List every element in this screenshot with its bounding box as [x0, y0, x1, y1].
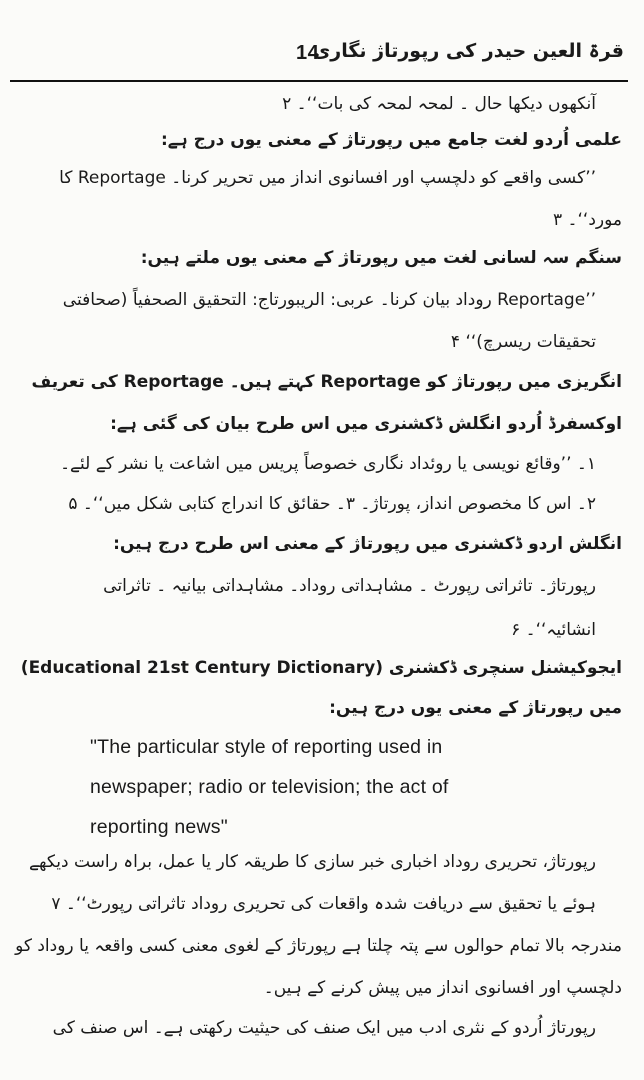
text-line: رپورتاژ، تحریری روداد اخباری خبر سازی کا طریقہ کار یا عمل، براہ راست دیکھے	[29, 852, 596, 872]
page-number: 14	[296, 42, 320, 64]
text-line: آنکھوں دیکھا حال ۔ لمحہ لمحہ کی بات‘‘۔ ۲	[282, 94, 596, 114]
header-rule	[10, 80, 628, 82]
page-header	[10, 38, 628, 78]
text-line: دلچسپ اور افسانوی انداز میں پیش کرنے کے ہیں۔	[263, 978, 622, 998]
text-line: میں رپورتاژ کے معنی یوں درج ہیں:	[329, 698, 622, 718]
text-line: رپورتاژ۔ تاثراتی رپورٹ ۔ مشاہداتی روداد۔ مشاہداتی بیانیہ ۔ تاثراتی	[103, 576, 596, 596]
text-line: ’’کسی واقعے کو دلچسپ اور افسانوی انداز میں تحریر کرنا۔ Reportage کا	[59, 168, 596, 188]
text-line: ۲۔ اس کا مخصوص انداز، پورتاژ۔ ۳۔ حقائق کا اندراج کتابی شکل میں‘‘۔ ۵	[68, 494, 596, 514]
text-line: ایجوکیشنل سنچری ڈکشنری (Educational 21st Century Dictionary)	[20, 658, 622, 678]
text-line: انگریزی میں رپورتاژ کو Reportage کہتے ہیں۔ Reportage کی تعریف	[31, 372, 622, 392]
text-line: ۱۔ ’’وقائع نویسی یا روئداد نگاری خصوصاً پریس میں اشاعت یا نشر کے لئے۔	[60, 454, 596, 474]
running-title: قرۃ العین حیدر کی رپورتاژ نگاری	[312, 40, 624, 62]
text-line: انشائیہ‘‘۔ ۶	[511, 620, 596, 640]
text-line: ہوئے یا تحقیق سے دریافت شدہ واقعات کی تحریری روداد تاثراتی رپورٹ‘‘۔ ۷	[51, 894, 596, 914]
text-line: انگلش اردو ڈکشنری میں رپورتاژ کے معنی اس طرح درج ہیں:	[113, 534, 622, 554]
text-line: اوکسفرڈ اُردو انگلش ڈکشنری میں اس طرح بیان کی گئی ہے:	[110, 414, 622, 434]
text-line: علمی اُردو لغت جامع میں رپورتاژ کے معنی یوں درج ہے:	[160, 130, 622, 150]
text-line: newspaper; radio or television; the act of	[90, 776, 449, 798]
text-line: مورد‘‘۔ ۳	[553, 210, 622, 230]
text-line: رپورتاژ اُردو کے نثری ادب میں ایک صنف کی حیثیت رکھتی ہے۔ اس صنف کی	[52, 1018, 596, 1038]
text-line: تحقیقات ریسرچ)‘‘ ۴	[450, 332, 596, 352]
text-line: سنگم سہ لسانی لغت میں رپورتاژ کے معنی یوں ملتے ہیں:	[140, 248, 622, 268]
text-line: reporting news"	[90, 816, 228, 838]
text-line: ’’Reportage روداد بیان کرنا۔ عربی: الریبورتاج: التحقیق الصحفیاً (صحافتی	[62, 290, 596, 310]
text-line: مندرجہ بالا تمام حوالوں سے پتہ چلتا ہے رپورتاژ کے لغوی معنی کسی واقعہ یا روداد کو	[15, 936, 622, 956]
text-line: "The particular style of reporting used in	[90, 736, 443, 758]
